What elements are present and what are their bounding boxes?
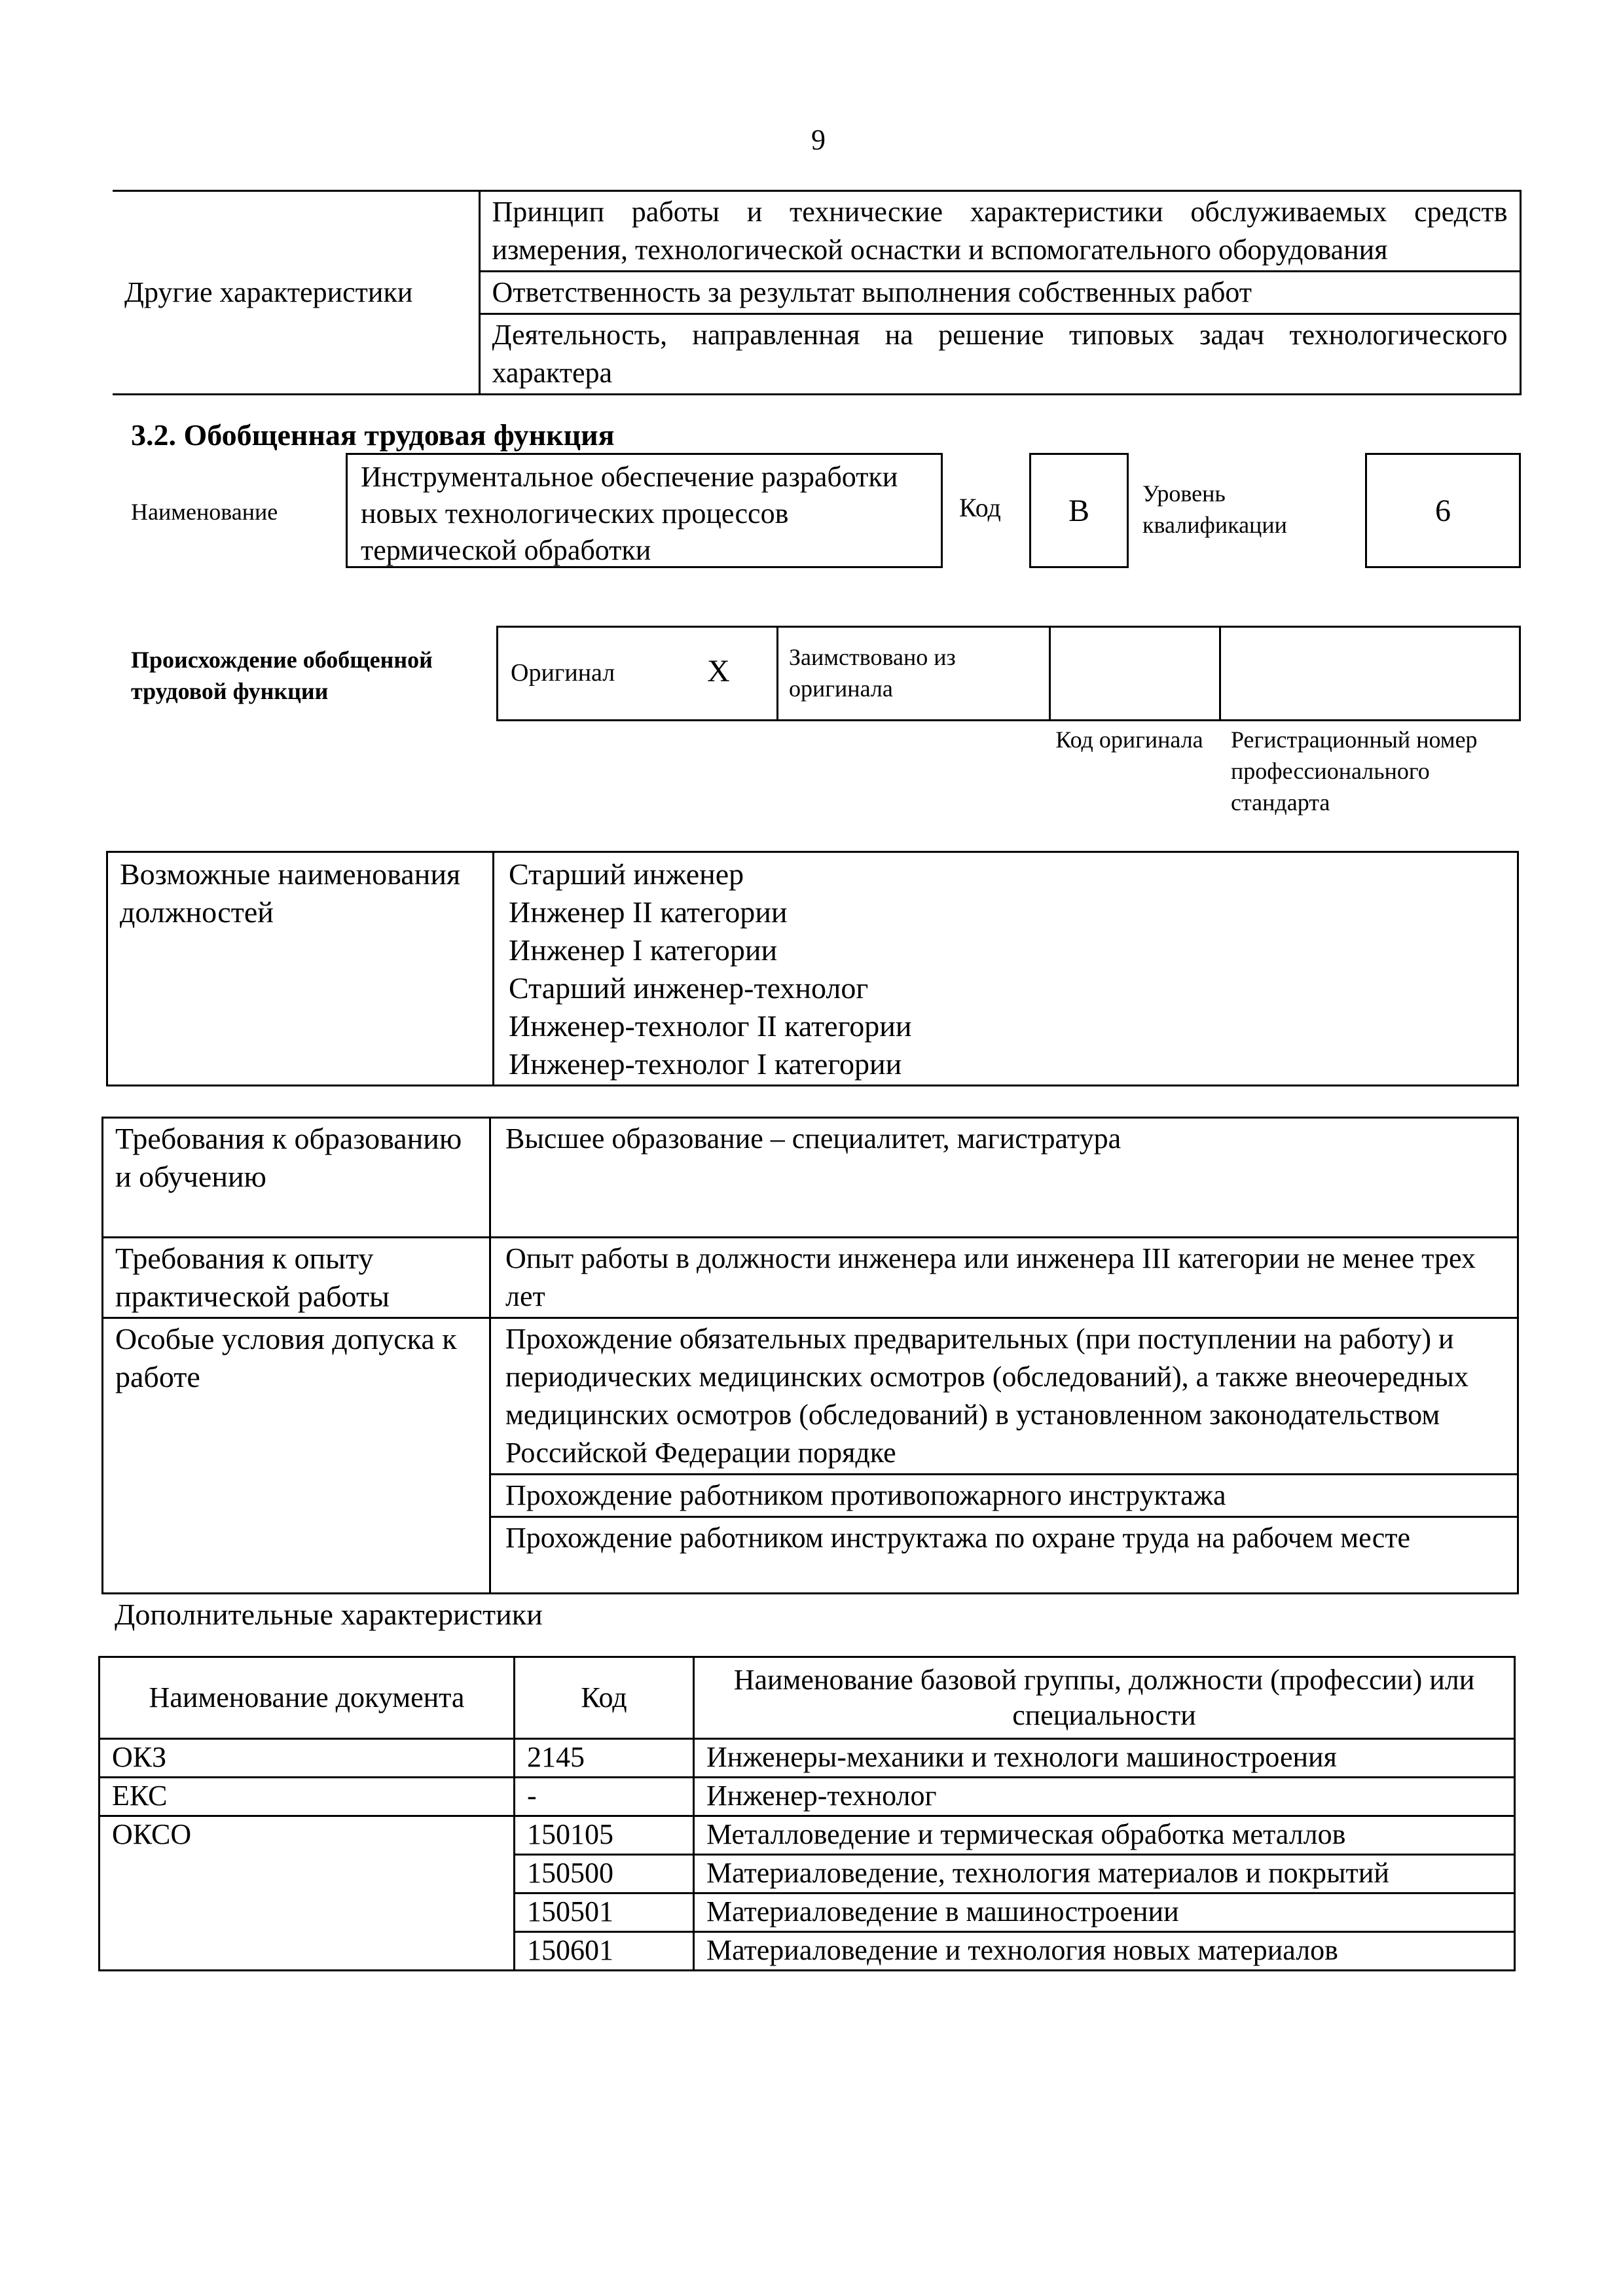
requirements-table <box>101 1117 1519 1594</box>
experience-label-cell <box>103 1238 490 1318</box>
code-cell: 150500 <box>515 1855 694 1893</box>
origin-divider-1 <box>776 626 778 721</box>
condition-row: Прохождение обязательных предварительных (при поступлении на работу) и периодических медицинских осмотров (обследований), а также внеочередных медицинских осмотров (обследований) в установленном законодательством Российской Федерации порядке <box>490 1318 1518 1475</box>
code-cell: 150501 <box>515 1893 694 1932</box>
section-heading: 3.2. Обобщенная трудовая функция <box>131 418 615 452</box>
code-cell: 2145 <box>515 1739 694 1778</box>
name-value-box <box>346 453 943 568</box>
characteristic-row: Ответственность за результат выполнения собственных работ <box>479 272 1520 314</box>
position-item: Старший инженер <box>509 857 744 891</box>
code-cell: - <box>515 1778 694 1816</box>
borrowed-label: Заимствовано из оригинала <box>789 644 956 702</box>
education-label-cell <box>103 1118 490 1238</box>
name-cell: Металловедение и термическая обработка металлов <box>694 1816 1515 1855</box>
level-label: Уровень квалификации <box>1142 480 1287 538</box>
education-value: Высшее образование – специалитет, магистратура <box>505 1122 1122 1155</box>
level-value-box <box>1365 453 1521 568</box>
table-row <box>100 1816 1515 1855</box>
position-item: Инженер II категории <box>509 895 788 929</box>
doc-cell: ЕКС <box>100 1778 515 1816</box>
experience-value: Опыт работы в должности инженера или инженера III категории не менее трех лет <box>505 1242 1476 1312</box>
conditions-label: Особые условия допуска к работе <box>115 1322 457 1393</box>
position-item: Инженер-технолог I категории <box>509 1047 902 1081</box>
name-label: Наименование <box>131 499 278 525</box>
code-value: B <box>1068 493 1089 528</box>
other-characteristics-label-cell <box>113 191 479 395</box>
positions-list <box>494 852 1518 1086</box>
code-value-box <box>1029 453 1129 568</box>
education-value-cell <box>490 1118 1518 1238</box>
condition-row: Прохождение работником инструктажа по охране труда на рабочем месте <box>490 1517 1518 1594</box>
name-cell: Материаловедение в машиностроении <box>694 1893 1515 1932</box>
reg-number-label: Регистрационный номер профессионального стандарта <box>1231 726 1478 816</box>
position-item: Инженер I категории <box>509 933 778 967</box>
characteristic-row: Принцип работы и технические характеристики обслуживаемых средств измерения, технологической оснастки и вспомогательного оборудования <box>479 191 1520 272</box>
original-mark: X <box>707 654 730 689</box>
original-label: Оригинал <box>511 659 615 687</box>
positions-table <box>106 851 1519 1086</box>
level-value: 6 <box>1435 493 1451 528</box>
name-cell: Материаловедение, технология материалов и покрытий <box>694 1855 1515 1893</box>
header-code: Код <box>515 1657 694 1739</box>
conditions-label-cell <box>103 1318 490 1594</box>
experience-label: Требования к опыту практической работы <box>115 1242 390 1313</box>
name-cell: Инженер-технолог <box>694 1778 1515 1816</box>
additional-table <box>98 1656 1516 1971</box>
origin-divider-3 <box>1219 626 1221 721</box>
code-cell: 150105 <box>515 1816 694 1855</box>
additional-title: Дополнительные характеристики <box>115 1598 543 1631</box>
code-original-label: Код оригинала <box>1055 726 1203 753</box>
origin-divider-2 <box>1049 626 1051 721</box>
experience-value-cell <box>490 1238 1518 1318</box>
code-cell: 150601 <box>515 1932 694 1971</box>
header-name: Наименование базовой группы, должности (профессии) или специальности <box>694 1657 1515 1739</box>
table-row <box>100 1778 1515 1816</box>
page-number: 9 <box>811 124 826 156</box>
doc-cell: ОКСО <box>100 1816 515 1971</box>
condition-row: Прохождение работником противопожарного инструктажа <box>490 1475 1518 1517</box>
other-characteristics-label: Другие характеристики <box>124 276 413 308</box>
origin-label: Происхождение обобщенной трудовой функции <box>131 647 433 704</box>
name-value: Инструментальное обеспечение разработки новых технологических процессов термической обработки <box>361 461 898 566</box>
name-cell: Материаловедение и технология новых материалов <box>694 1932 1515 1971</box>
code-label: Код <box>959 493 1001 522</box>
position-item: Старший инженер-технолог <box>509 971 869 1005</box>
positions-label-cell <box>107 852 494 1086</box>
positions-label: Возможные наименования должностей <box>120 857 461 929</box>
characteristic-row: Деятельность, направленная на решение типовых задач технологического характера <box>479 314 1520 395</box>
table-row <box>100 1739 1515 1778</box>
education-label: Требования к образованию и обучению <box>115 1122 462 1193</box>
name-cell: Инженеры-механики и технологи машиностроения <box>694 1739 1515 1778</box>
header-document: Наименование документа <box>100 1657 515 1739</box>
other-characteristics-table <box>113 190 1522 395</box>
position-item: Инженер-технолог II категории <box>509 1009 912 1043</box>
doc-cell: ОКЗ <box>100 1739 515 1778</box>
